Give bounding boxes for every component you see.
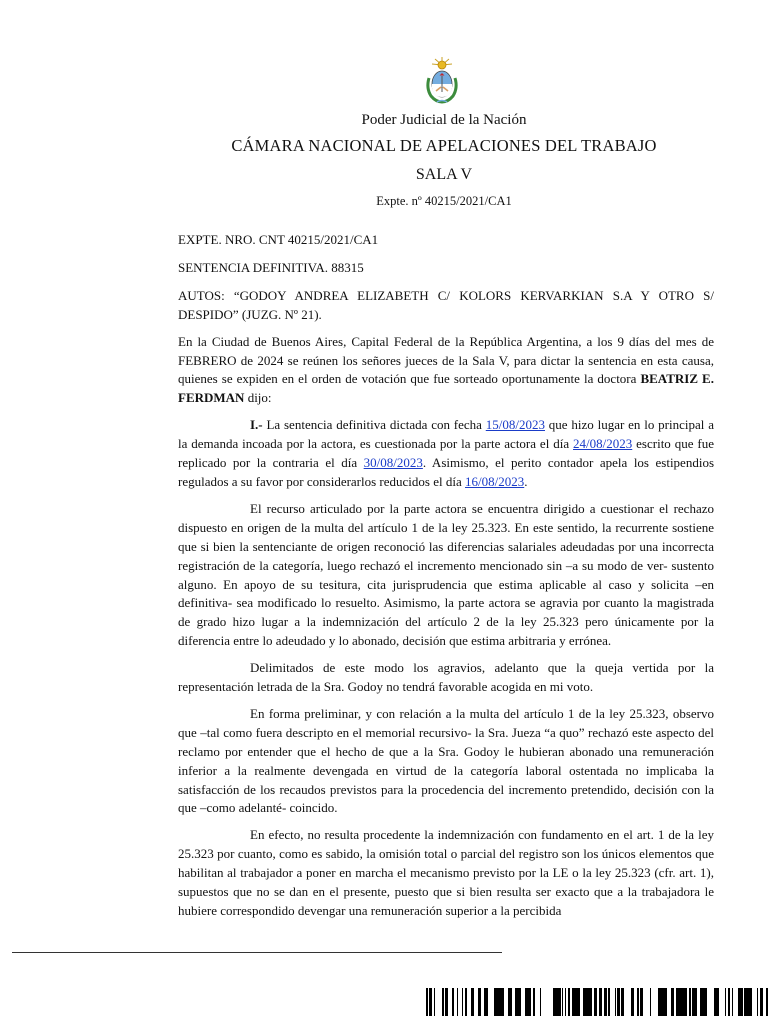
paragraph-1 (178, 416, 714, 492)
date-link-1[interactable]: 15/08/2023 (485, 417, 545, 433)
argentina-coat-of-arms-icon (424, 56, 460, 104)
p1-text-4: . Asimismo, el perito contador apela los estipendios regulados a su favor por considerarlos reducidos el día (178, 455, 715, 489)
judge-name: BEATRIZ E. FERDMAN (178, 371, 714, 406)
paragraph-4: En forma preliminar, y con relación a la multa del artículo 1 de la ley 25.323, observo que –tal como fuera descripto en el memorial recursivo- la Sra. Jueza “a quo” rechazó este aspecto del reclamo por entender que el hecho de que a la Sra. Godoy le hubieran abonado una remuneración inferior a la realmente devengada en virtud de la categoría laboral ostentada no implicaba la satisfacción de los recaudos previstos para la procedencia del incremento pretendido, decisión con la que –como adelanté- coincido. (178, 705, 714, 816)
autos-line: AUTOS: “GODOY ANDREA ELIZABETH C/ KOLORS KERVARKIAN S.A Y OTRO S/ DESPIDO” (JUZG. Nº 21). (178, 287, 714, 322)
institution-name: Poder Judicial de la Nación (361, 112, 527, 128)
date-link-2[interactable]: 24/08/2023 (573, 436, 633, 452)
date-link-4[interactable]: 16/08/2023 (465, 473, 525, 489)
chamber-name: SALA V (415, 166, 473, 183)
paragraph-3: Delimitados de este modo los agravios, adelanto que la queja vertida por la representación letrada de la Sra. Godoy no tendrá favorable acogida en mi voto. (178, 660, 714, 695)
p1-text-2: que hizo lugar en lo principal a la demanda incoada por la actora, es cuestionada por la parte actora el día (178, 417, 714, 452)
expte-line: EXPTE. NRO. CNT 40215/2021/CA1 (178, 232, 379, 247)
section-label: I.- (250, 417, 263, 433)
intro-text: En la Ciudad de Buenos Aires, Capital Federal de la República Argentina, a los 9 días del mes de FEBRERO de 2024 se reúnen los señores jueces de la Sala V, para dictar la sentencia en esta causa, quienes se expiden en el orden de votación que fue sorteado oportunamente la doctora (178, 333, 714, 387)
sentence-number: SENTENCIA DEFINITIVA. 88315 (178, 259, 364, 275)
barcode-icon (426, 988, 768, 1016)
p1-text-1: La sentencia definitiva dictada con fecha (262, 417, 486, 433)
intro-end: dijo: (244, 390, 272, 406)
date-link-3[interactable]: 30/08/2023 (363, 455, 423, 471)
paragraph-2: El recurso articulado por la parte actora se encuentra dirigido a cuestionar el rechazo dispuesto en origen de la multa del artículo 1 de la ley 25.323. En este sentido, la recurrente sostiene que si bien la sentenciante de origen reconoció las diferencias salariales adeudadas por una incorrecta registración de la categoría, luego rechazó el incremento mencionado sin –a su modo de ver- sustento alguno. En apoyo de su tesitura, cita jurisprudencia que estima aplicable al caso y solicita –en definitiva- sea modificado lo resuelto. Asimismo, la parte actora se agravia por cuanto la magistrada de grado hizo lugar a la indemnización del artículo 2 de la ley 25.323 pero únicamente por la diferencia entre lo adeudado y lo abonado, decisión que estima arbitraria y errónea. (178, 500, 714, 649)
p1-text-3: escrito que fue replicado por la contraria el día (178, 436, 714, 471)
p1-text-5: . (524, 473, 528, 489)
intro-paragraph (178, 333, 714, 409)
document-body (178, 231, 714, 929)
case-number: Expte. nº 40215/2021/CA1 (376, 194, 512, 208)
footer-divider (12, 952, 502, 953)
paragraph-5: En efecto, no resulta procedente la indemnización con fundamento en el art. 1 de la ley 25.323 por cuanto, como es sabido, la omisión total o parcial del registro son los únicos elementos que habilitan al trabajador a poner en marcha el mecanismo previsto por la LE o la ley 25.323 (cfr. art. 1), supuestos que no se dan en el presente, puesto que si bien resulta ser exacto que a la trabajadora le hubiere correspondido devengar una remuneración superior a la percibida (178, 827, 714, 918)
court-name: CÁMARA NACIONAL DE APELACIONES DEL TRABAJO (231, 136, 657, 155)
